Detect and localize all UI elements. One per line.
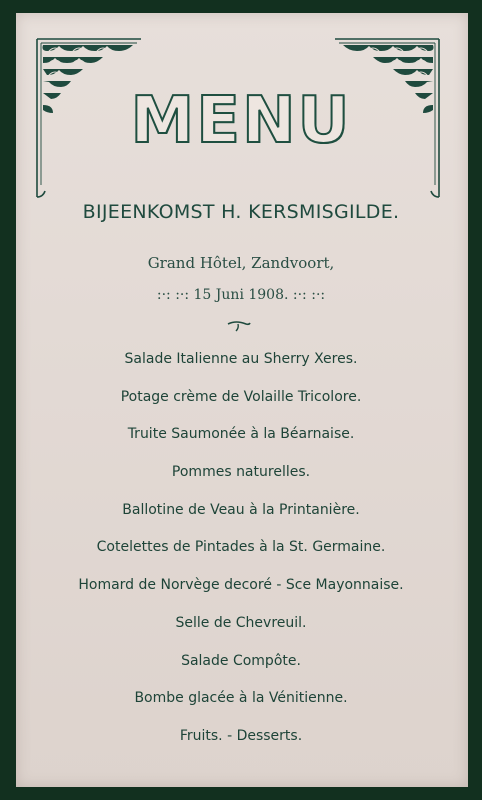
menu-title: MENU	[130, 84, 352, 158]
course-item: Fruits. - Desserts.	[179, 727, 303, 744]
course-item: Pommes naturelles.	[171, 464, 311, 481]
course-item: Ballotine de Veau à la Printanière.	[122, 501, 360, 518]
course-item: Truite Saumonée à la Béarnaise.	[127, 426, 355, 443]
course-item: Bombe glacée à la Vénitienne.	[134, 690, 348, 707]
course-item: Cotelettes de Pintades à la St. Germaine.	[96, 539, 386, 556]
course-list	[0, 341, 482, 756]
course-item: Salade Compôte.	[181, 652, 301, 669]
event-name: BIJEENKOMST H. KERSMISGILDE.	[82, 201, 400, 223]
course-item: Selle de Chevreuil.	[175, 614, 307, 631]
flourish-icon	[226, 318, 252, 332]
course-item: Salade Italienne au Sherry Xeres.	[124, 351, 358, 367]
course-item: Homard de Norvège decoré - Sce Mayonnaise.	[78, 577, 404, 594]
venue-line: Grand Hôtel, Zandvoort,	[147, 254, 335, 272]
date-line: :·: :·: 15 Juni 1908. :·: :·:	[156, 287, 326, 303]
course-item: Potage crème de Volaille Tricolore.	[120, 388, 362, 405]
